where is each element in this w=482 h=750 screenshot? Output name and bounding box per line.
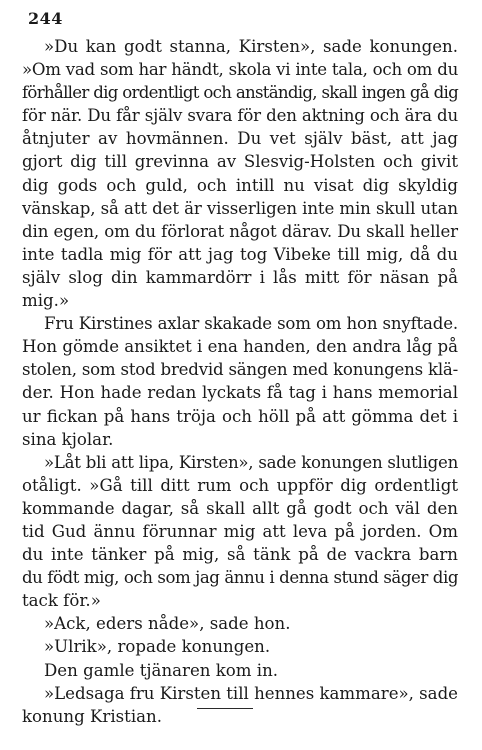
text-line: vänskap, så att det är visserligen inte min skull utan (22, 198, 458, 218)
end-of-chapter-rule (197, 708, 253, 709)
body-text (22, 35, 458, 728)
text-line: du inte tänker på mig, så tänk på de vackra barn (22, 545, 458, 565)
text-line: sina kjolar. (22, 429, 114, 449)
text-line: själv slog din kammardörr i lås mitt för näsan på (22, 267, 458, 287)
book-page (22, 0, 458, 750)
text-line: din egen, om du förlorat något därav. Du skall heller (22, 221, 458, 241)
text-line: »Ack, eders nåde», sade hon. (44, 614, 291, 634)
text-line: otåligt. »Gå till ditt rum och uppför dig ordentligt (22, 475, 458, 495)
page-number: 244 (28, 9, 63, 28)
text-line: konung Kristian. (22, 706, 162, 726)
text-line: ur fickan på hans tröja och höll på att gömma det i (22, 406, 458, 426)
text-line: inte tadla mig för att jag tog Vibeke till mig, då du (22, 244, 458, 264)
text-line: kommande dagar, så skall allt gå godt och väl den (22, 498, 458, 518)
text-line: stolen, som stod bredvid sängen med konungens klä- (22, 360, 458, 380)
text-line: tack för.» (22, 591, 101, 611)
text-line: dig gods och guld, och intill nu visat dig skyldig (22, 175, 458, 195)
text-line: Fru Kirstines axlar skakade som om hon snyftade. (44, 314, 458, 334)
text-line: förhåller dig ordentligt och anständig, skall ingen gå dig (22, 83, 458, 103)
text-line: gjort dig till grevinna av Slesvig-Holsten och givit (22, 152, 458, 172)
text-line: »Du kan godt stanna, Kirsten», sade konungen. (44, 37, 458, 56)
text-line: »Låt bli att lipa, Kirsten», sade konungen slutligen (44, 452, 458, 472)
text-line: tid Gud ännu förunnar mig att leva på jorden. Om (22, 521, 458, 541)
text-line: för när. Du får själv svara för den aktning och ära du (22, 106, 458, 126)
text-line: Hon gömde ansiktet i ena handen, den andra låg på (22, 337, 458, 357)
text-line: Den gamle tjänaren kom in. (44, 660, 279, 680)
text-line: »Ulrik», ropade konungen. (44, 637, 271, 657)
text-line: du födt mig, och som jag ännu i denna stund säger dig (22, 568, 458, 588)
text-line: der. Hon hade redan lyckats få tag i hans memorial (22, 383, 458, 403)
text-line: mig.» (22, 291, 70, 311)
text-line: »Ledsaga fru Kirsten till hennes kammare», sade (44, 683, 458, 703)
text-line: »Om vad som har händt, skola vi inte tala, och om du (22, 60, 458, 80)
text-line: åtnjuter av hovmännen. Du vet själv bäst, att jag (22, 129, 458, 149)
